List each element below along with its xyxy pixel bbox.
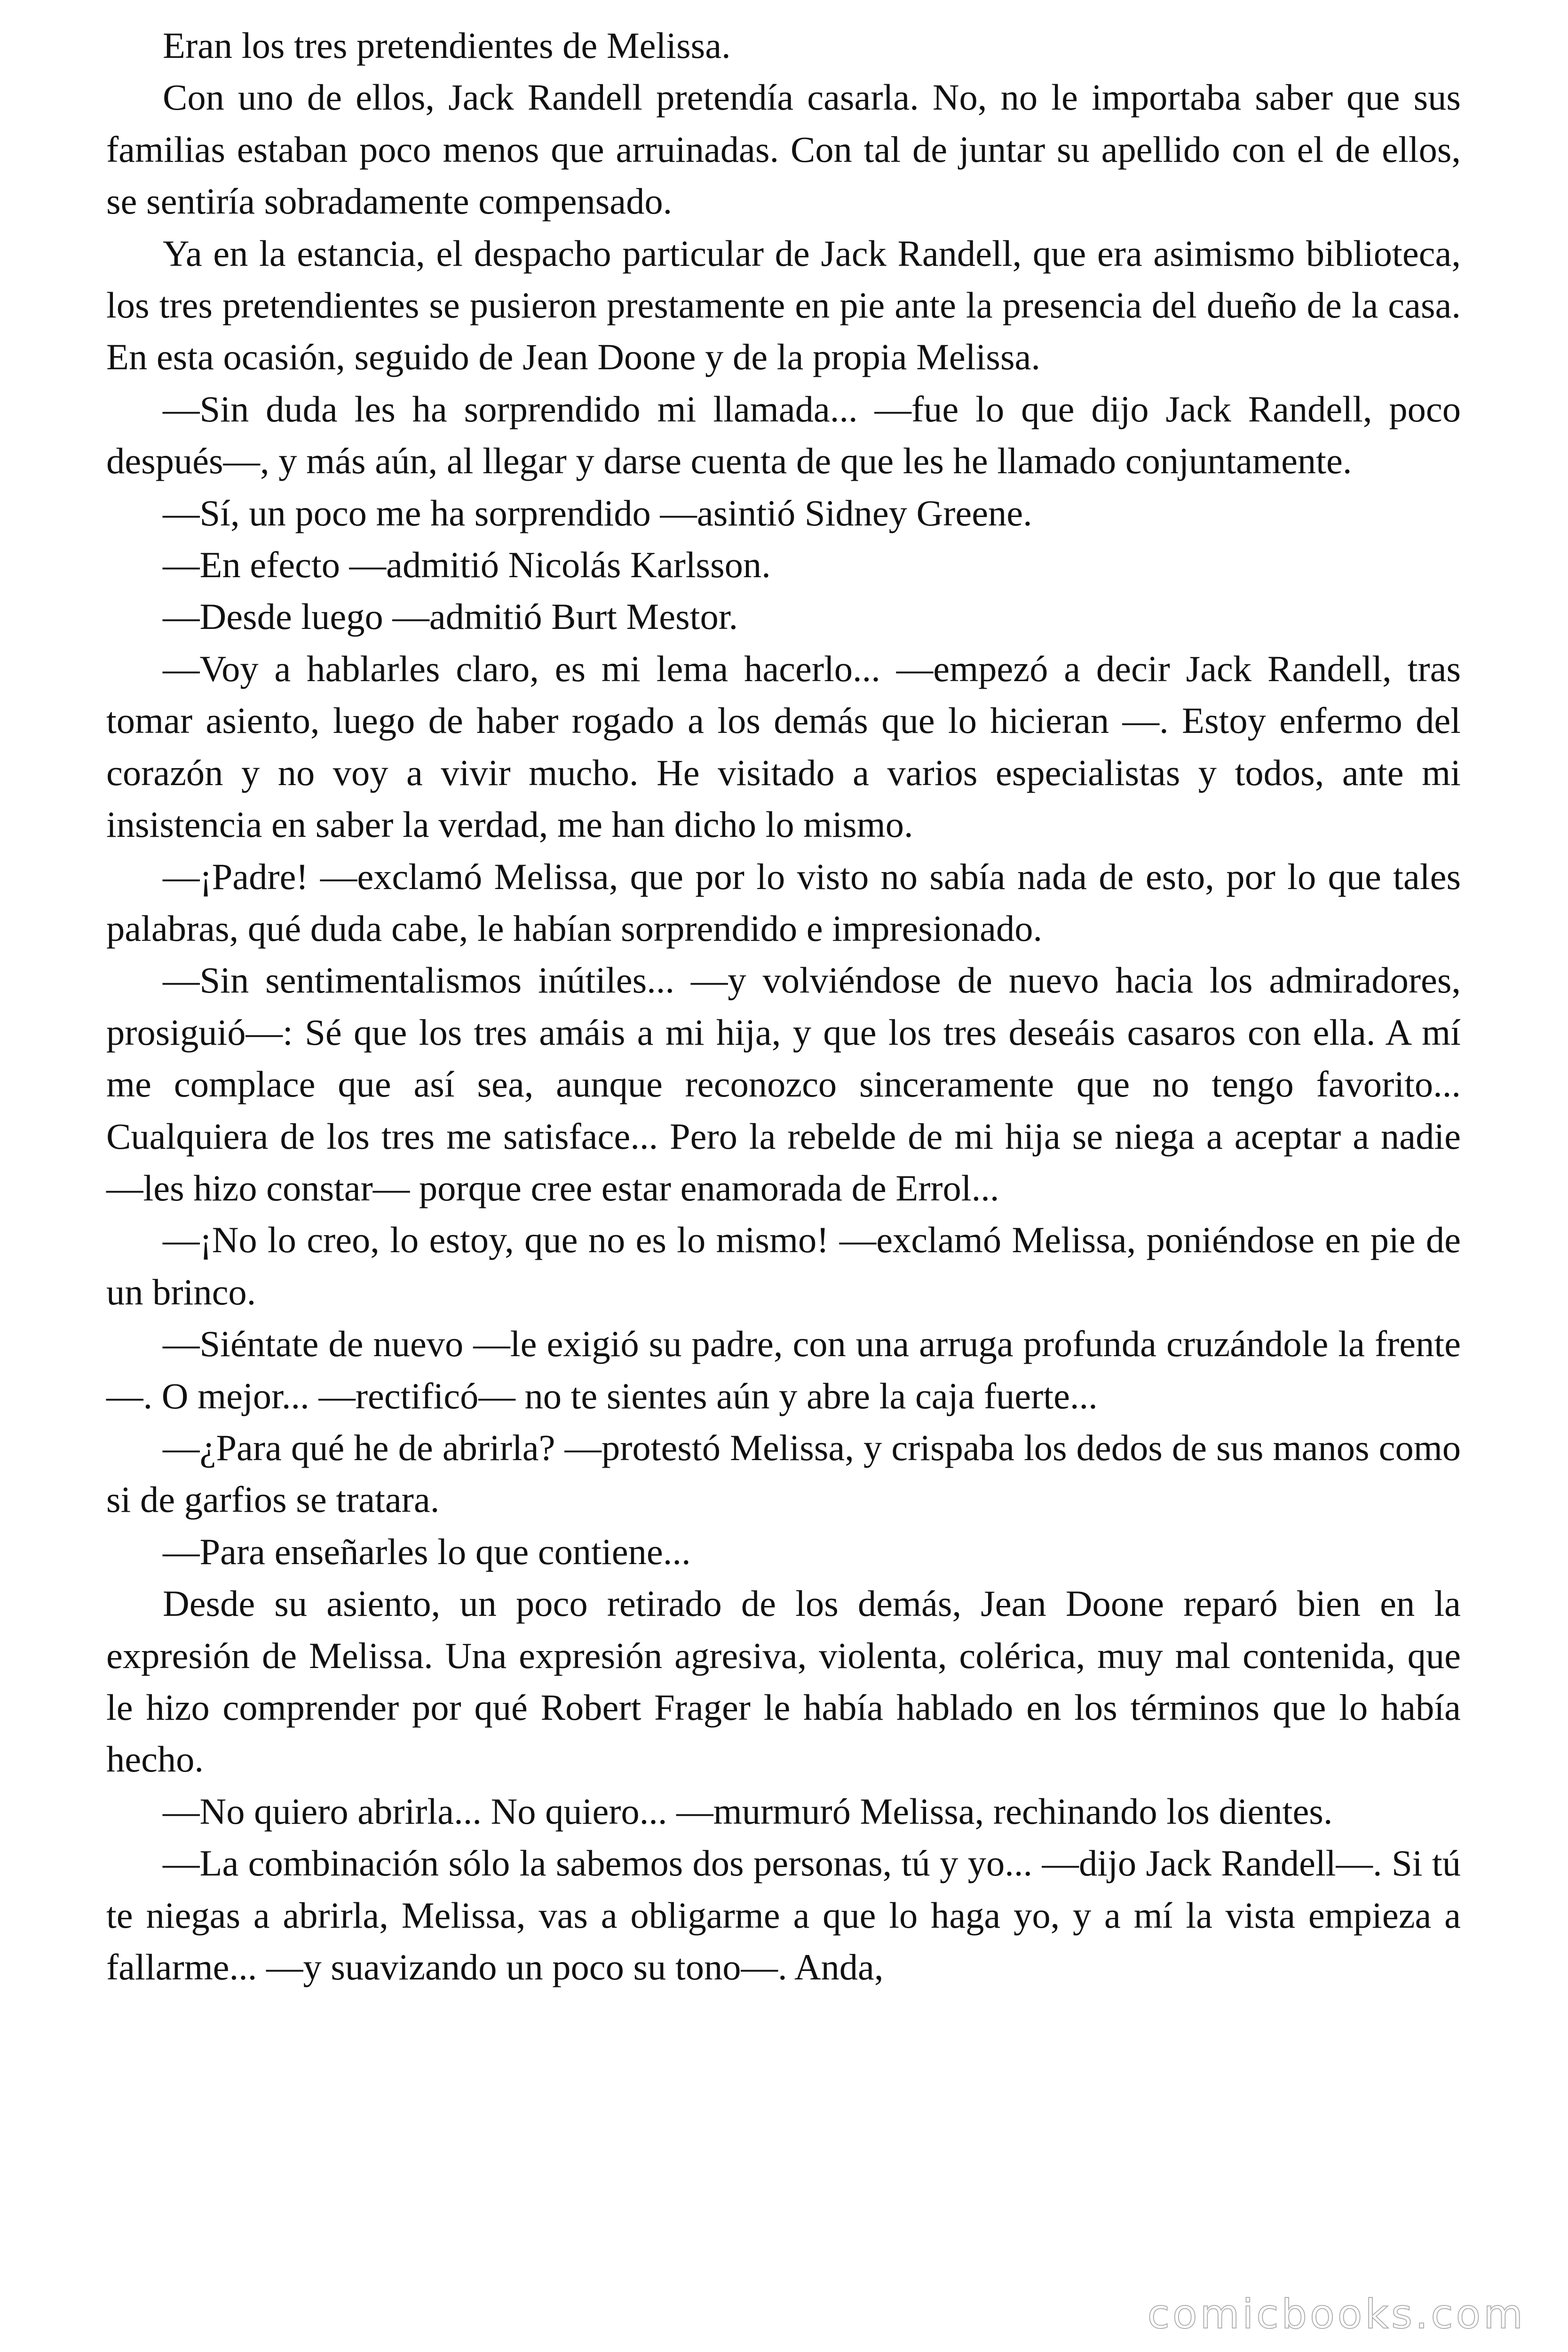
watermark: comicbooks.com [1147,2291,1526,2338]
paragraph: —En efecto —admitió Nicolás Karlsson. [163,544,771,586]
paragraph: —No quiero abrirla... No quiero... —murmuró Melissa, rechinando los dientes. [163,1790,1333,1832]
paragraph: —Sí, un poco me ha sorprendido —asintió Sidney Greene. [163,492,1032,533]
paragraph: —Voy a hablarles claro, es mi lema hacerlo... —empezó a decir Jack Randell, tras tomar asiento, luego de haber rogado a los demás que lo hicieran —. Estoy enfermo del corazón y no voy a vivir mucho. He visitado a varios especialistas y todos, ante mi insistencia en saber la verdad, me han dicho lo mismo. [106,648,1461,845]
paragraph: Con uno de ellos, Jack Randell pretendía casarla. No, no le importaba saber que sus familias estaban poco menos que arruinadas. Con tal de juntar su apellido con el de ellos, se sentiría sobradamente compensado. [106,77,1461,222]
paragraph: Ya en la estancia, el despacho particular de Jack Randell, que era asimismo biblioteca, los tres pretendientes se pusieron prestamente en pie ante la presencia del dueño de la casa. En esta ocasión, seguido de Jean Doone y de la propia Melissa. [106,232,1461,378]
paragraph: —Para enseñarles lo que contiene... [163,1531,691,1572]
paragraph: —Desde luego —admitió Burt Mestor. [163,596,738,637]
paragraph: —¡Padre! —exclamó Melissa, que por lo visto no sabía nada de esto, por lo que tales palabras, qué duda cabe, le habían sorprendido e impresionado. [106,856,1461,949]
paragraph: —¡No lo creo, lo estoy, que no es lo mismo! —exclamó Melissa, poniéndose en pie de un brinco. [106,1219,1461,1312]
paragraph: Eran los tres pretendientes de Melissa. [163,25,731,66]
paragraph: —La combinación sólo la sabemos dos personas, tú y yo... —dijo Jack Randell—. Si tú te niegas a abrirla, Melissa, vas a obligarme a que lo haga yo, y a mí la vista empieza a fallarme... —y suavizando un poco su tono—. Anda, [106,1843,1461,1988]
paragraph: —Siéntate de nuevo —le exigió su padre, con una arruga profunda cruzándole la frente—. O mejor... —rectificó— no te sientes aún y abre la caja fuerte... [106,1323,1461,1416]
paragraph: —Sin sentimentalismos inútiles... —y volviéndose de nuevo hacia los admiradores, prosiguió—: Sé que los tres amáis a mi hija, y que los tres deseáis casaros con ella. A mí me complace que así sea, aunque reconozco sinceramente que no tengo favorito... Cualquiera de los tres me satisface... Pero la rebelde de mi hija se niega a aceptar a nadie —les hizo constar— porque cree estar enamorada de Errol... [106,960,1461,1208]
paragraph: Desde su asiento, un poco retirado de los demás, Jean Doone reparó bien en la expresión de Melissa. Una expresión agresiva, violenta, colérica, muy mal contenida, que le hizo comprender por qué Robert Frager le había hablado en los términos que lo había hecho. [106,1583,1461,1780]
paragraph: —Sin duda les ha sorprendido mi llamada... —fue lo que dijo Jack Randell, poco después—, y más aún, al llegar y darse cuenta de que les he llamado conjuntamente. [106,388,1461,482]
paragraph: —¿Para qué he de abrirla? —protestó Melissa, y crispaba los dedos de sus manos como si de garfios se tratara. [106,1427,1461,1520]
body-text [106,20,1461,1993]
